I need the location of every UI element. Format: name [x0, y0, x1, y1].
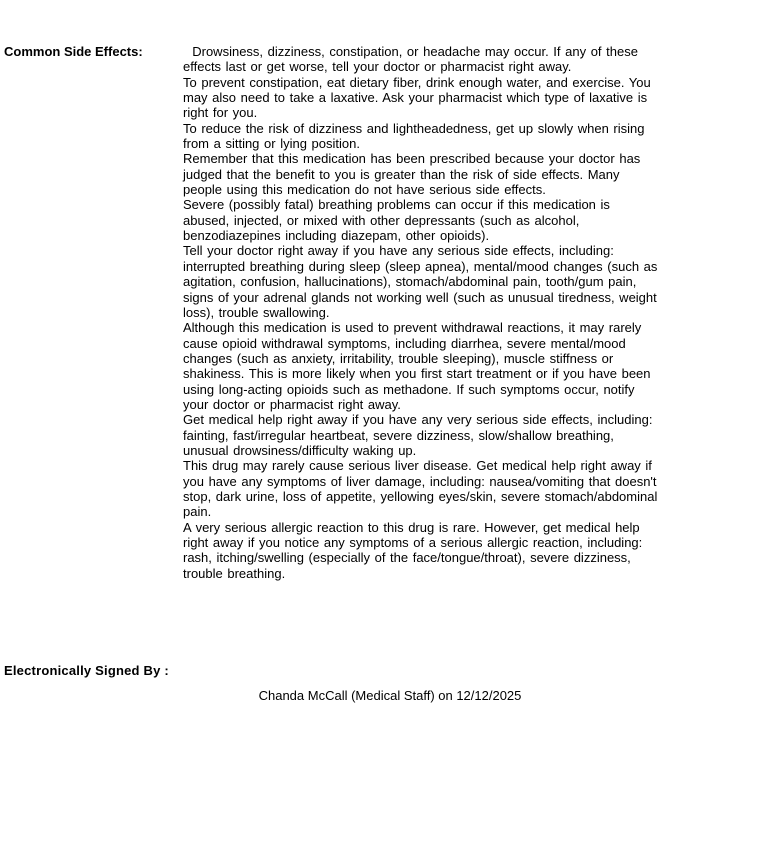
side-effects-paragraph: To prevent constipation, eat dietary fiber, drink enough water, and exercise. You may also need to take a laxative. Ask your pharmacist which type of laxative is right for you.: [183, 74, 656, 121]
side-effects-paragraph: Severe (possibly fatal) breathing problems can occur if this medication is abused, injected, or mixed with other depressants (such as alcohol, benzodiazepines including diazepam, other opioids).: [183, 197, 615, 244]
side-effects-paragraph: Drowsiness, dizziness, constipation, or headache may occur. If any of these effects last or get worse, tell your doctor or pharmacist right away.: [183, 44, 643, 75]
electronically-signed-by-label: Electronically Signed By :: [4, 663, 169, 678]
signature-line: Chanda McCall (Medical Staff) on 12/12/2025: [258, 688, 522, 703]
side-effects-paragraph: Tell your doctor right away if you have any serious side effects, including: interrupted breathing during sleep (sleep apnea), mental/mood changes (such as agitation, confusion, hallucinations), stomach/abdominal pain, tooth/gum pain, signs of your adrenal glands not working well (such as unusual tiredness, weight loss), trouble swallowing.: [183, 243, 663, 320]
side-effects-text: [183, 44, 663, 581]
side-effects-paragraph: Although this medication is used to prevent withdrawal reactions, it may rarely cause opioid withdrawal symptoms, including diarrhea, severe mental/mood changes (such as anxiety, irritability, trouble sleeping), muscle stiffness or shakiness. This is more likely when you first start treatment or if you have been using long-acting opioids such as methadone. If such symptoms occur, notify your doctor or pharmacist right away.: [183, 320, 656, 412]
side-effects-paragraph: To reduce the risk of dizziness and lightheadedness, get up slowly when rising from a sitting or lying position.: [183, 120, 650, 152]
side-effects-paragraph: Get medical help right away if you have any very serious side effects, including: fainting, fast/irregular heartbeat, severe dizziness, slow/shallow breathing, unusual drowsiness/difficulty waking up.: [183, 412, 658, 458]
common-side-effects-label: Common Side Effects:: [4, 44, 143, 59]
side-effects-paragraph: This drug may rarely cause serious liver disease. Get medical help right away if you have any symptoms of liver damage, including: nausea/vomiting that doesn't stop, dark urine, loss of appetite, yellowing eyes/skin, severe stomach/abdominal pain.: [183, 458, 662, 520]
side-effects-paragraph: A very serious allergic reaction to this drug is rare. However, get medical help right away if you notice any symptoms of a serious allergic reaction, including: rash, itching/swelling (especially of the face/tongue/throat), severe dizziness, trouble breathing.: [183, 519, 647, 581]
side-effects-paragraph: Remember that this medication has been prescribed because your doctor has judged that the benefit to you is greater than the risk of side effects. Many people using this medication do not have serious side effects.: [183, 151, 645, 198]
